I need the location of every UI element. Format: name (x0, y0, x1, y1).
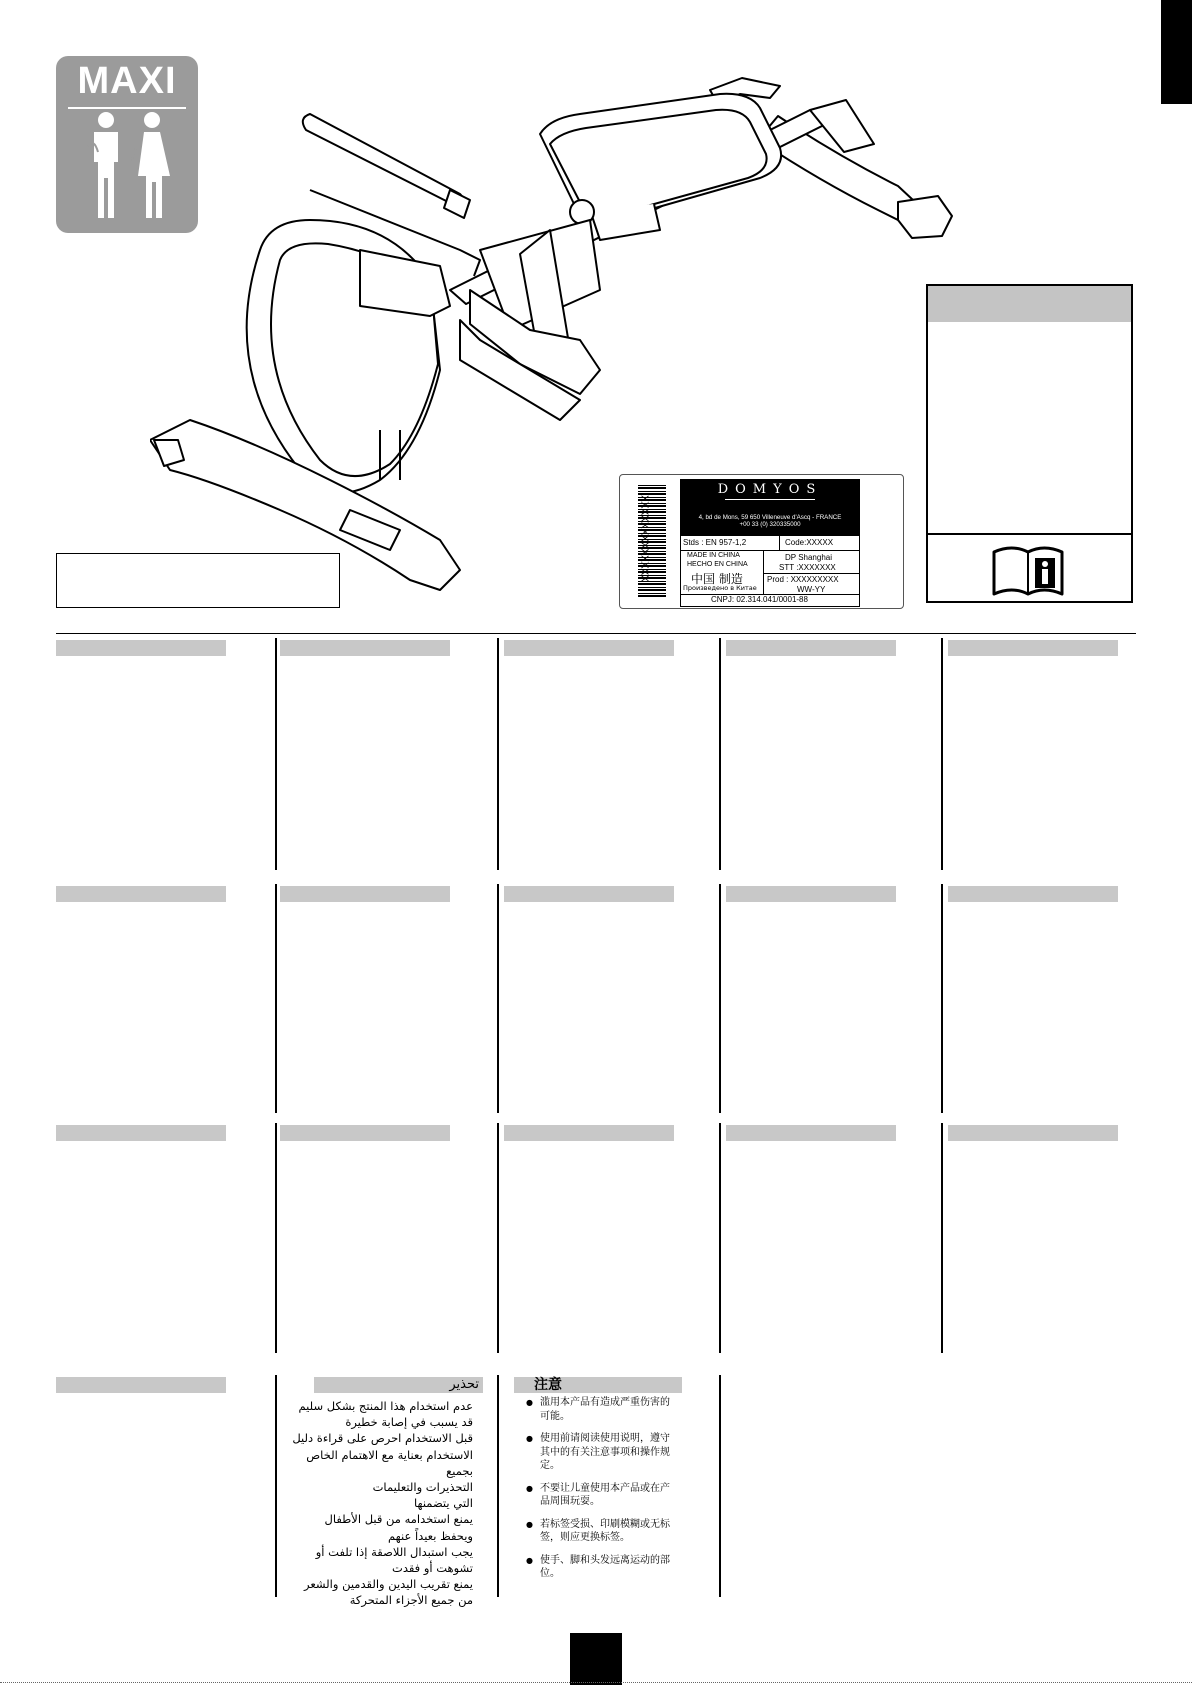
column-separator (275, 1123, 277, 1353)
col-heading-bar (726, 1125, 896, 1141)
cnpj-text: CNPJ: 02.314.041/0001-88 (711, 595, 808, 604)
arabic-line: من جميع الأجزاء المتحركة (349, 1593, 473, 1608)
arabic-line: قد يسبب في إصابة خطيرة (345, 1415, 473, 1430)
page-number-tab (570, 1633, 622, 1685)
maxi-text: MAXI (77, 60, 177, 102)
column-separator (275, 884, 277, 1113)
chinese-warning-item: ● 滥用本产品有造成严重伤害的可能。 (526, 1396, 676, 1423)
stt-text: STT :XXXXXXX (779, 563, 836, 572)
info-box-divider (928, 533, 1131, 535)
product-label (619, 474, 904, 609)
brand-underline (725, 499, 815, 500)
made-in-1: MADE IN CHINA (687, 552, 740, 559)
week-text: WW-YY (797, 585, 826, 594)
code-text: Code:XXXXX (785, 538, 834, 547)
col-heading-bar (948, 886, 1118, 902)
column-separator (497, 1375, 499, 1597)
chinese-warning-item: ● 若标签受损、印刷模糊或无标签，则应更换标签。 (526, 1518, 676, 1545)
read-manual-icon (991, 544, 1065, 598)
bottom-edge (0, 1682, 1192, 1686)
col-heading-bar (504, 886, 674, 902)
column-separator (719, 884, 721, 1113)
language-tab (1161, 0, 1192, 104)
label-table (680, 479, 860, 607)
col-heading-bar (504, 1125, 674, 1141)
col-heading-bar (56, 1377, 226, 1393)
arabic-line: الاستخدام بعناية مع الاهتمام الخاص بجميع (306, 1447, 473, 1478)
column-separator (497, 1123, 499, 1353)
column-separator (941, 638, 943, 870)
column-separator (275, 1375, 277, 1597)
col-heading-bar (56, 640, 226, 656)
col-heading-bar (56, 886, 226, 902)
arabic-line: تشوهت أو فقدت (392, 1561, 473, 1576)
arabic-line: عدم استخدام هذا المنتج بشكل سليم (298, 1399, 473, 1413)
column-separator (497, 884, 499, 1113)
column-separator (941, 884, 943, 1113)
arabic-line: يجب استبدال اللاصقة إذا تلفت أو (315, 1544, 473, 1559)
phone-text: +00 33 (0) 320335000 (739, 521, 801, 528)
arabic-warning-text (280, 1398, 473, 1609)
brand-header (681, 480, 859, 536)
dp-text: DP Shanghai (785, 553, 832, 562)
arabic-line: يمنع استخدامه من قبل الأطفال (324, 1512, 473, 1527)
column-separator (719, 1375, 721, 1597)
col-heading-bar (726, 640, 896, 656)
col-heading-bar (726, 886, 896, 902)
section-divider (56, 633, 1136, 634)
column-separator (719, 638, 721, 870)
stds-text: Stds : EN 957-1,2 (683, 538, 747, 547)
arabic-line: قبل الاستخدام احرص على قراءة دليل (292, 1431, 473, 1446)
chinese-warning-title: 注意 (514, 1377, 682, 1393)
col-heading-bar (280, 886, 450, 902)
col-heading-bar (56, 1125, 226, 1141)
chinese-warning-item: ● 使手、脚和头发远离运动的部位。 (526, 1554, 676, 1581)
info-box-header (928, 286, 1131, 322)
col-heading-bar (948, 1125, 1118, 1141)
caption-box (56, 553, 340, 608)
arabic-line: التي يتضمنها (414, 1496, 473, 1511)
chinese-warning-list (526, 1396, 676, 1590)
arabic-warning-title: تحذير (314, 1377, 483, 1393)
address-text: 4, bd de Mons, 59 650 Villeneuve d'Ascq - FRANCE (698, 514, 842, 521)
col-heading-bar (504, 640, 674, 656)
col-heading-bar (280, 1125, 450, 1141)
column-separator (719, 1123, 721, 1353)
brand-name: DOMYOS (717, 482, 823, 497)
made-in-2: HECHO EN CHINA (687, 561, 748, 568)
barcode-number: XXXXXXXXXXXXX (638, 495, 650, 582)
made-in-zh: 中国 制造 (691, 572, 743, 586)
chinese-warning-item: ● 不要让儿童使用本产品或在产品周围玩耍。 (526, 1482, 676, 1509)
column-separator (497, 638, 499, 870)
arabic-line: ويحفظ بعيداً عنهم (388, 1528, 473, 1543)
prod-text: Prod : XXXXXXXXX (767, 575, 839, 584)
column-separator (275, 638, 277, 870)
col-heading-bar (280, 640, 450, 656)
col-heading-bar (948, 640, 1118, 656)
info-box (926, 284, 1133, 603)
chinese-warning-item: ● 使用前请阅读使用说明，遵守其中的有关注意事项和操作规定。 (526, 1432, 676, 1473)
arabic-line: التحذيرات والتعليمات (372, 1480, 473, 1495)
made-in-ru: Произведено в Китае (683, 584, 757, 592)
column-separator (941, 1123, 943, 1353)
arabic-line: يمنع تقريب اليدين والقدمين والشعر (304, 1577, 473, 1592)
